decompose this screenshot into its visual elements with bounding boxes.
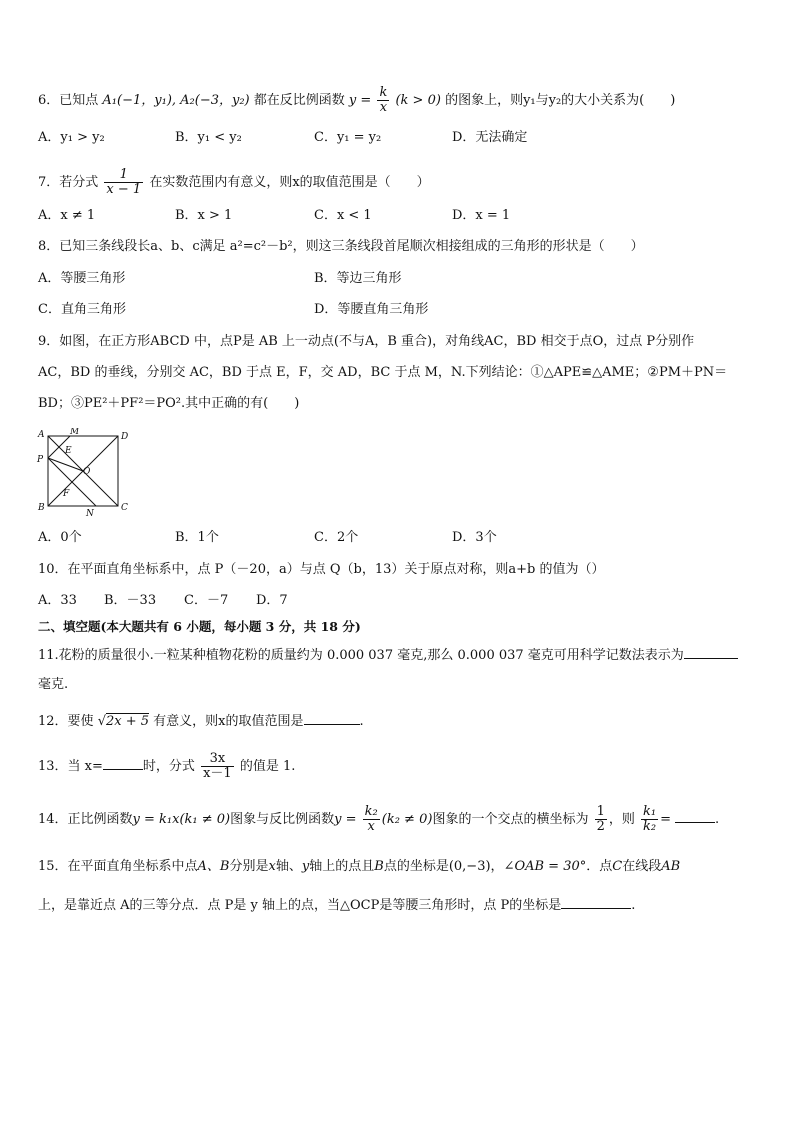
q14-text-d: ，则 [608, 812, 635, 827]
q15-t-l: ∠OAB = 30° [503, 859, 587, 874]
q7-fraction [104, 168, 143, 197]
q10-option-a: A．33 [38, 593, 77, 608]
q11-line1 [38, 644, 738, 666]
q15-t-o: 在线段 [622, 859, 662, 874]
q7-text-b: 在实数范围内有意义，则x的取值范围是（ ） [149, 175, 430, 190]
q7-frac-den: x − 1 [106, 182, 142, 197]
q14-answer-blank[interactable] [675, 808, 715, 823]
q15-t-n: C [612, 859, 623, 874]
q9-option-b: B．1个 [175, 530, 219, 545]
q14-func2-fraction [363, 805, 380, 834]
q14-f2-den: x [367, 819, 375, 834]
label-p: P [37, 455, 44, 465]
q8-option-b: B．等边三角形 [314, 271, 402, 286]
q14-stem [38, 805, 719, 834]
q8-option-a: A．等腰三角形 [38, 271, 126, 286]
q7-option-a: A．x ≠ 1 [38, 208, 96, 223]
q15-end: . [631, 898, 636, 913]
q11-text: 11.花粉的质量很小.一粒某种植物花粉的质量约为 0.000 037 毫克,那么 0.000 037 毫克可用科学记数法表示为 [38, 648, 684, 663]
label-b: B [38, 503, 45, 513]
q15-line2 [38, 894, 635, 916]
q10-stem: 10．在平面直角坐标系中，点 P（－20，a）与点 Q（b，13）关于原点对称，则a+b 的值为（） [38, 562, 605, 577]
q15-answer-blank[interactable] [561, 894, 631, 909]
q9-option-d: D．3个 [452, 530, 497, 545]
q15-t-f: y [301, 859, 310, 874]
q15-t-d: x [268, 859, 276, 874]
q12-stem [38, 710, 364, 732]
label-f: F [63, 489, 70, 499]
label-d: D [121, 432, 129, 442]
q15-t-b: A、B [197, 859, 230, 874]
q9-line2: AC，BD 的垂线，分别交 AC，BD 于点 E，F，交 AD，BC 于点 M，N.下列结论：①△APE≌△AME；②PM＋PN＝ [38, 365, 728, 380]
q15-t-h: B [374, 859, 384, 874]
q13-frac-num: 3x [201, 752, 234, 767]
q7-stem [38, 168, 430, 197]
q7-option-c: C．x < 1 [314, 208, 372, 223]
q9-option-a: A．0个 [38, 530, 82, 545]
q6-frac-den: x [379, 100, 388, 115]
q14-func2-y: y = [334, 812, 357, 827]
q12-radicand: 2x + 5 [105, 714, 150, 729]
q13-stem [38, 752, 295, 781]
q12-text-a: 12．要使 [38, 714, 94, 729]
q6-option-b: B．y₁ < y₂ [175, 130, 242, 145]
q10-option-d: D．7 [256, 593, 288, 608]
q14-text-c: 图象的一个交点的横坐标为 [432, 812, 589, 827]
label-a: A [38, 430, 45, 440]
q14-ratio-num: k₁ [643, 804, 657, 819]
q8-stem: 8．已知三条线段长a、b、c满足 a²=c²－b²，则这三条线段首尾顺次相接组成的三角形的形状是（ ） [38, 239, 644, 254]
q15-t-a: 15．在平面直角坐标系中点 [38, 859, 198, 874]
q15-t-j: (0,−3) [448, 859, 491, 874]
label-n: N [86, 509, 94, 518]
q12-sqrt: √2x + 5 [97, 714, 150, 729]
q15-text-line2: 上，是靠近点 A的三等分点．点 P是 y 轴上的点，当△OCP是等腰三角形时，点 P的坐标是 [38, 898, 562, 913]
q14-f2-num: k₂ [364, 804, 378, 819]
q7-frac-num: 1 [104, 168, 143, 183]
q14-func1: y = k₁x(k₁ ≠ 0) [132, 812, 231, 827]
q14-text-a: 14．正比例函数 [38, 812, 133, 827]
q10-option-c: C．－7 [184, 593, 229, 608]
q7-text-a: 7．若分式 [38, 175, 99, 190]
q6-option-d: D．无法确定 [452, 130, 528, 145]
q14-half [595, 805, 607, 834]
q6-frac-num: k [379, 85, 388, 100]
q15-t-c: 分别是 [229, 859, 269, 874]
q14-f2-cond: (k₂ ≠ 0) [381, 812, 433, 827]
q13-text-b: 时，分式 [142, 759, 195, 774]
q14-end: . [715, 812, 720, 827]
q11-answer-blank[interactable] [684, 644, 738, 659]
q13-text-c: 的值是 1. [239, 759, 296, 774]
q6-cond: (k > 0) [395, 93, 441, 108]
q10-option-b: B．－33 [104, 593, 157, 608]
q15-t-m: ．点 [586, 859, 613, 874]
q15-t-g: 轴上的点且 [309, 859, 375, 874]
q7-option-d: D．x = 1 [452, 208, 511, 223]
q14-eq: = [660, 812, 672, 827]
q6-fraction [377, 86, 389, 115]
q6-option-c: C．y₁ = y₂ [314, 130, 382, 145]
q12-answer-blank[interactable] [304, 710, 360, 725]
q9-line1: 9．如图，在正方形ABCD 中，点P是 AB 上一动点(不与A，B 重合)，对角线AC，BD 相交于点O，过点 P分别作 [38, 334, 695, 349]
q12-text-b: 有意义，则x的取值范围是 [153, 714, 304, 729]
q13-text-a: 13．当 x= [38, 759, 103, 774]
q13-answer-blank[interactable] [103, 755, 143, 770]
q15-t-p: AB [661, 859, 681, 874]
label-e: E [65, 446, 72, 456]
q14-half-den: 2 [596, 819, 605, 834]
q14-ratio [641, 805, 658, 834]
q6-stem [38, 86, 675, 115]
q6-func-y: y = [348, 93, 372, 108]
q15-t-k: ， [490, 859, 504, 874]
q8-option-c: C．直角三角形 [38, 302, 126, 317]
q13-frac-den: x－1 [203, 766, 232, 781]
q13-fraction [201, 752, 234, 781]
q14-half-num: 1 [596, 804, 605, 819]
section-heading-fill-in: 二、填空题(本大题共有 6 小题，每小题 3 分，共 18 分) [38, 619, 361, 634]
square-diagram [36, 428, 136, 518]
q6-text-c: 的图象上，则y₁与y₂的大小关系为( ) [445, 93, 676, 108]
q14-ratio-den: k₂ [643, 819, 657, 834]
q11-line2: 毫克. [38, 677, 69, 692]
q14-text-b: 图象与反比例函数 [230, 812, 335, 827]
segment-po [48, 458, 83, 471]
q9-option-c: C．2个 [314, 530, 359, 545]
q6-option-a: A．y₁ > y₂ [38, 130, 105, 145]
q7-option-b: B．x > 1 [175, 208, 233, 223]
q15-t-i: 点的坐标是 [383, 859, 449, 874]
label-c: C [121, 503, 128, 513]
q12-end: . [359, 714, 364, 729]
q8-option-d: D．等腰直角三角形 [314, 302, 429, 317]
q15-line1 [38, 857, 680, 877]
label-o: O [83, 467, 91, 477]
q15-t-e: 轴、 [275, 859, 302, 874]
q6-text-b: 都在反比例函数 [253, 93, 345, 108]
q6-text-a: 6．已知点 [38, 93, 99, 108]
q6-points: A₁(−1，y₁), A₂(−3，y₂) [102, 93, 250, 108]
label-m: M [70, 428, 80, 437]
q9-line3: BD；③PE²＋PF²＝PO².其中正确的有( ) [38, 396, 300, 411]
